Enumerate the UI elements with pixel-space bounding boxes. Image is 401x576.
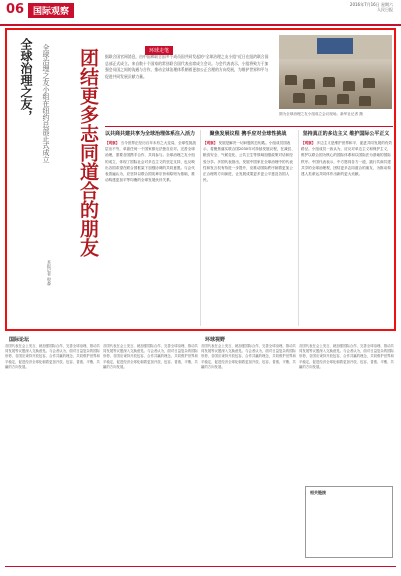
lower-articles bbox=[5, 336, 396, 572]
lower-column: 各国代表在会上发言，就加强国际合作、完善全球治理、推动共同发展等议题深入交换意见。与会者认为，面对日益复杂的国际形势，各国应秉持开放包容、合作共赢的理念，共同维护世界和平稳定，促进经济全球化朝着更加开放、包容、普惠、平衡、共赢的方向发展。 bbox=[103, 344, 198, 369]
column-2-body bbox=[203, 140, 295, 326]
lower-column: 各国代表在会上发言，就加强国际合作、完善全球治理、推动共同发展等议题深入交换意见。与会者认为，面对日益复杂的国际形势，各国应秉持开放包容、合作共赢的理念，共同维护世界和平稳定，促进经济全球化朝着更加开放、包容、普惠、平衡、共赢的方向发展。 bbox=[201, 344, 296, 369]
page-number: 06 bbox=[6, 2, 25, 17]
column-3-tag: 【观察】 bbox=[301, 141, 316, 145]
column-1-heading[interactable]: 以共商共建共享为全球治理体系注入活力 bbox=[105, 131, 196, 137]
photo-seat bbox=[363, 78, 375, 88]
column-tag: 环球走笔 bbox=[145, 46, 173, 55]
kicker-vertical: 全球治理之友， bbox=[19, 38, 33, 122]
photo-seat bbox=[293, 93, 305, 103]
column-2-heading[interactable]: 聚焦发展议程 携手应对全球性挑战 bbox=[209, 131, 287, 137]
column-3-heading[interactable]: 坚持真正的多边主义 维护国际公平正义 bbox=[302, 131, 390, 137]
photo-seat bbox=[285, 75, 297, 85]
subtitle-vertical: 全球治理之友小组在纽约总部正式成立 bbox=[42, 44, 50, 163]
photo-seat bbox=[359, 96, 371, 106]
column-1-body bbox=[105, 140, 197, 326]
date-line-1: 2016年7月16日 星期六 bbox=[349, 2, 393, 7]
page-masthead bbox=[0, 0, 401, 26]
date-line bbox=[350, 2, 393, 12]
date-line-2: 人民日报 bbox=[377, 7, 393, 12]
photo-seat bbox=[303, 79, 315, 89]
photo-screen bbox=[317, 38, 353, 54]
headline[interactable]: 团结更多志同道合的朋友 bbox=[77, 48, 99, 257]
lower-column: 各国代表在会上发言，就加强国际合作、完善全球治理、推动共同发展等议题深入交换意见。与会者认为，面对日益复杂的国际形势，各国应秉持开放包容、合作共赢的理念，共同维护世界和平稳定，促进经济全球化朝着更加开放、包容、普惠、平衡、共赢的方向发展。 bbox=[299, 344, 394, 369]
column-separator bbox=[298, 130, 299, 326]
photo-seat bbox=[315, 95, 327, 105]
section-label: 国际观察 bbox=[28, 3, 74, 18]
related-link-title: 相关链接 bbox=[310, 490, 326, 495]
column-1-tag: 【观察】 bbox=[105, 141, 120, 145]
photo-caption: 图为全球治理之友小组成立会议现场。新华社记者 摄 bbox=[279, 112, 363, 116]
featured-article[interactable] bbox=[5, 28, 396, 331]
photo-seat bbox=[337, 94, 349, 104]
photo-seat bbox=[323, 77, 335, 87]
footer-rule bbox=[5, 566, 396, 567]
column-3-body bbox=[301, 140, 393, 326]
divider bbox=[105, 126, 393, 127]
lower-column: 各国代表在会上发言，就加强国际合作、完善全球治理、推动共同发展等议题深入交换意见。与会者认为，面对日益复杂的国际形势，各国应秉持开放包容、合作共赢的理念，共同维护世界和平稳定，促进经济全球化朝着更加开放、包容、普惠、平衡、共赢的方向发展。 bbox=[5, 344, 100, 369]
lede-paragraph: 据联合国官网消息，由中国和联合国多个成员国共同发起的“全球治理之友小组”近日在纽约联合国总部正式成立。来自数十个国家的常驻联合国代表出席成立会议。与会代表表示，小组将致力于加强会员国之间的沟通与合作，推动全球治理体系朝着更加公正合理的方向发展，为维护世界和平与促进共同发展贡献力量。 bbox=[105, 54, 269, 79]
column-1-text: 当今世界正经历百年未有之大变局，全球性挑战层出不穷，单靠任何一个国家都无法独自应对。完善全球治理，需要各国携手合作、共同参与。全球治理之友小组的成立，体现了国际社会对多边主义的坚定支持，也反映出各国希望在联合国框架下加强协调的共同意愿。与会代表普遍认为，应坚持以联合国宪章宗旨和原则为基础，推动构建更加平等均衡的全球发展伙伴关系。 bbox=[105, 141, 196, 183]
column-2-text: 发展是解决一切问题的总钥匙。小组成员国表示，将聚焦落实联合国2030年可持续发展议程，在减贫、粮食安全、气候变化、公共卫生等领域加强政策对话和经验分享。多国代表指出，发展中国家在全球治理中的代表性和发言权有待进一步提升，应推动国际秩序朝着更加公正合理的方向演进，让发展成果更多更公平惠及各国人民。 bbox=[203, 141, 295, 183]
lower-heading-2[interactable]: 环球视野 bbox=[205, 337, 226, 343]
byline: 本报记者 殷森 bbox=[47, 260, 52, 286]
related-link-box[interactable] bbox=[305, 486, 393, 558]
column-separator bbox=[200, 130, 201, 326]
meeting-photo[interactable] bbox=[279, 35, 392, 109]
lower-heading-1[interactable]: 国际论坛 bbox=[9, 337, 30, 343]
photo-seat bbox=[343, 81, 355, 91]
column-2-tag: 【观察】 bbox=[203, 141, 218, 145]
column-3-text: 多边主义是维护世界和平、促进共同发展的有效路径。小组成员一致认为，应反对单边主义和保护主义，维护以联合国为核心的国际体系和以国际法为基础的国际秩序。中国代表表示，中方愿同各方一道，践行共商共建共享的全球治理观，团结更多志同道合的朋友，为推动构建人类命运共同体作出新的更大贡献。 bbox=[301, 141, 392, 177]
